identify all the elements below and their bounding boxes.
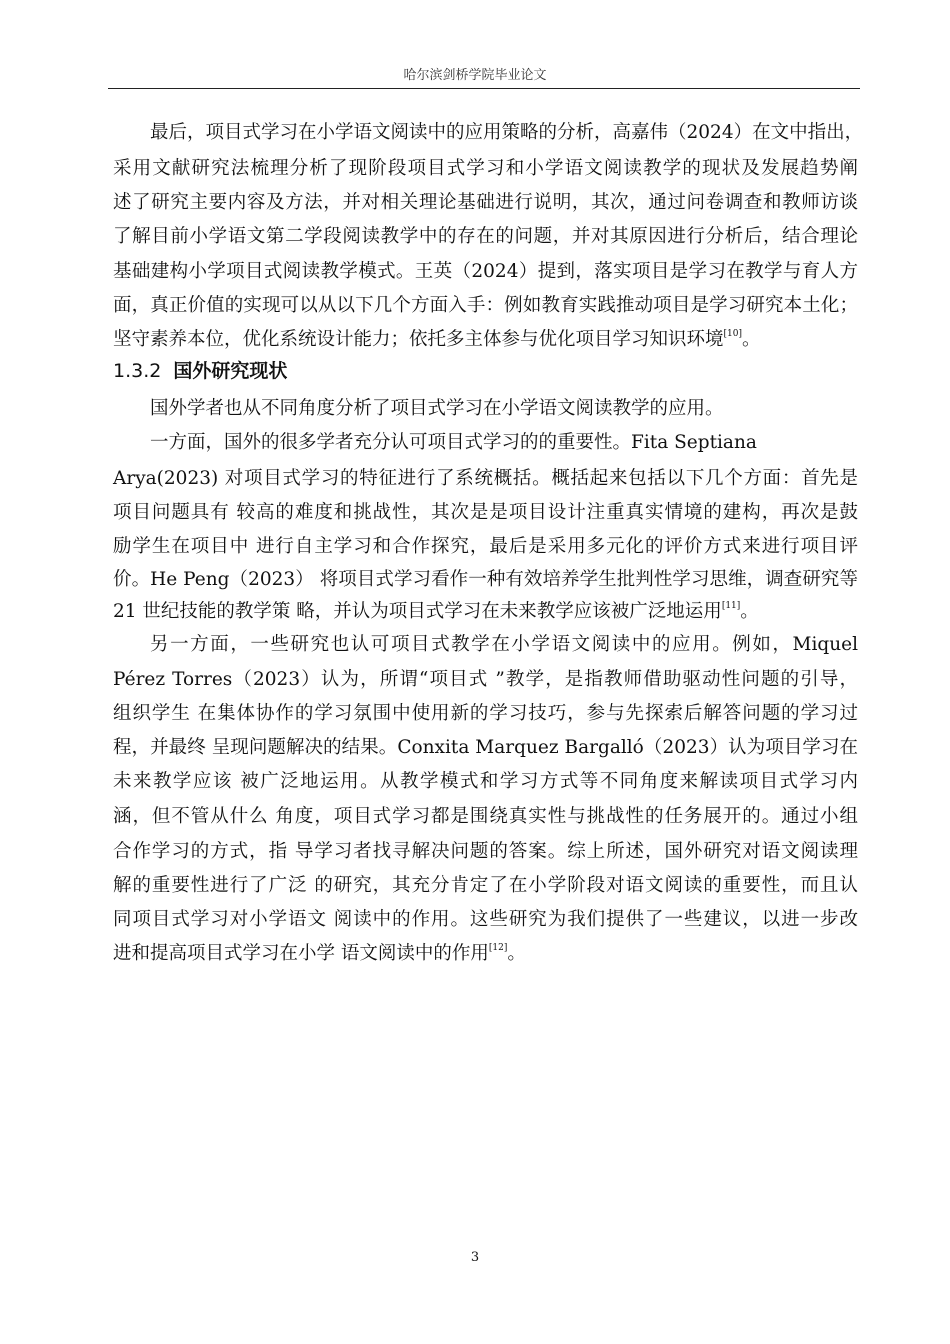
- p1-line: 采用文献研究法梳理分析了现阶段项目式学习和小学语文阅读教学的现状及发展趋势阐: [113, 158, 858, 179]
- p4-line: 解的重要性进行了广泛 的研究，其充分肯定了在小学阶段对语文阅读的重要性，而且认: [113, 875, 858, 896]
- p1-line: 坚守素养本位，优化系统设计能力；依托多主体参与优化项目学习知识环境: [113, 329, 724, 350]
- p4-line: 另一方面，一些研究也认可项目式教学在小学语文阅读中的应用。例如，Miquel: [150, 634, 858, 655]
- p4-line: Pérez Torres（2023）认为，所谓“项目式 ”教学，是指教师借助驱动性问题的引导，: [113, 669, 858, 690]
- p4-line: 未来教学应该 被广泛地运用。从教学模式和学习方式等不同角度来解读项目式学习内: [113, 771, 858, 792]
- p1-line: 最后，项目式学习在小学语文阅读中的应用策略的分析，高嘉伟（2024）在文中指出，: [150, 122, 864, 143]
- p3-line: 项目问题具有 较高的难度和挑战性，其次是是项目设计注重真实情境的建构，再次是鼓: [113, 502, 858, 523]
- p4-line: 组织学生 在集体协作的学习氛围中使用新的学习技巧，参与先探索后解答问题的学习过: [113, 703, 858, 724]
- p1-last-line: [113, 327, 858, 353]
- p1-line: 了解目前小学语文第二学段阅读教学中的存在的问题，并对其原因进行分析后，结合理论: [113, 226, 858, 247]
- page-number: 3: [470, 1250, 480, 1265]
- header-rule: [108, 88, 860, 89]
- p4-line: 进和提高项目式学习在小学 语文阅读中的作用: [113, 943, 489, 964]
- p1-line: 面，真正价值的实现可以从以下几个方面入手：例如教育实践推动项目是学习研究本土化；: [113, 295, 858, 316]
- p3-end: 。: [740, 601, 759, 622]
- p1-line: 述了研究主要内容及方法，并对相关理论基础进行说明，其次，通过问卷调查和教师访谈: [113, 192, 858, 213]
- p4-line: 涵，但不管从什么 角度，项目式学习都是围绕真实性与挑战性的任务展开的。通过小组: [113, 806, 858, 827]
- citation-10: [10]: [723, 329, 742, 339]
- p4-last-line: [113, 941, 858, 967]
- citation-12: [12]: [488, 943, 508, 953]
- p4-line: 程，并最终 呈现问题解决的结果。Conxita Marquez Bargalló（2023）认为项目学习在: [113, 737, 858, 758]
- citation-11: [11]: [721, 601, 741, 611]
- p4-line: 合作学习的方式，指 导学习者找寻解决问题的答案。综上所述，国外研究对语文阅读理: [113, 841, 858, 862]
- p2-line: 国外学者也从不同角度分析了项目式学习在小学语文阅读教学的应用。: [150, 398, 724, 419]
- p3-line: 一方面，国外的很多学者充分认可项目式学习的的重要性。Fita Septiana: [150, 432, 757, 453]
- p3-line: 价。He Peng（2023） 将项目式学习看作一种有效培养学生批判性学习思维，调查研究等: [113, 569, 858, 590]
- running-header: 哈尔滨剑桥学院毕业论文: [403, 68, 547, 83]
- p4-line: 同项目式学习对小学语文 阅读中的作用。这些研究为我们提供了一些建议，以进一步改: [113, 909, 858, 930]
- section-title: 国外研究现状: [173, 360, 288, 382]
- section-heading: [113, 356, 287, 383]
- p3-line: Arya(2023) 对项目式学习的特征进行了系统概括。概括起来包括以下几个方面：首先是: [113, 468, 858, 489]
- p1-line: 基础建构小学项目式阅读教学模式。王英（2024）提到，落实项目是学习在教学与育人方: [113, 261, 858, 282]
- p4-end: 。: [507, 943, 526, 964]
- p3-last-line: [113, 599, 858, 625]
- p3-line: 21 世纪技能的教学策 略，并认为项目式学习在未来教学应该被广泛地运用: [113, 601, 722, 622]
- p3-line: 励学生在项目中 进行自主学习和合作探究，最后是采用多元化的评价方式来进行项目评: [113, 536, 858, 557]
- p1-end: 。: [742, 329, 761, 350]
- section-number: 1.3.2: [113, 360, 162, 382]
